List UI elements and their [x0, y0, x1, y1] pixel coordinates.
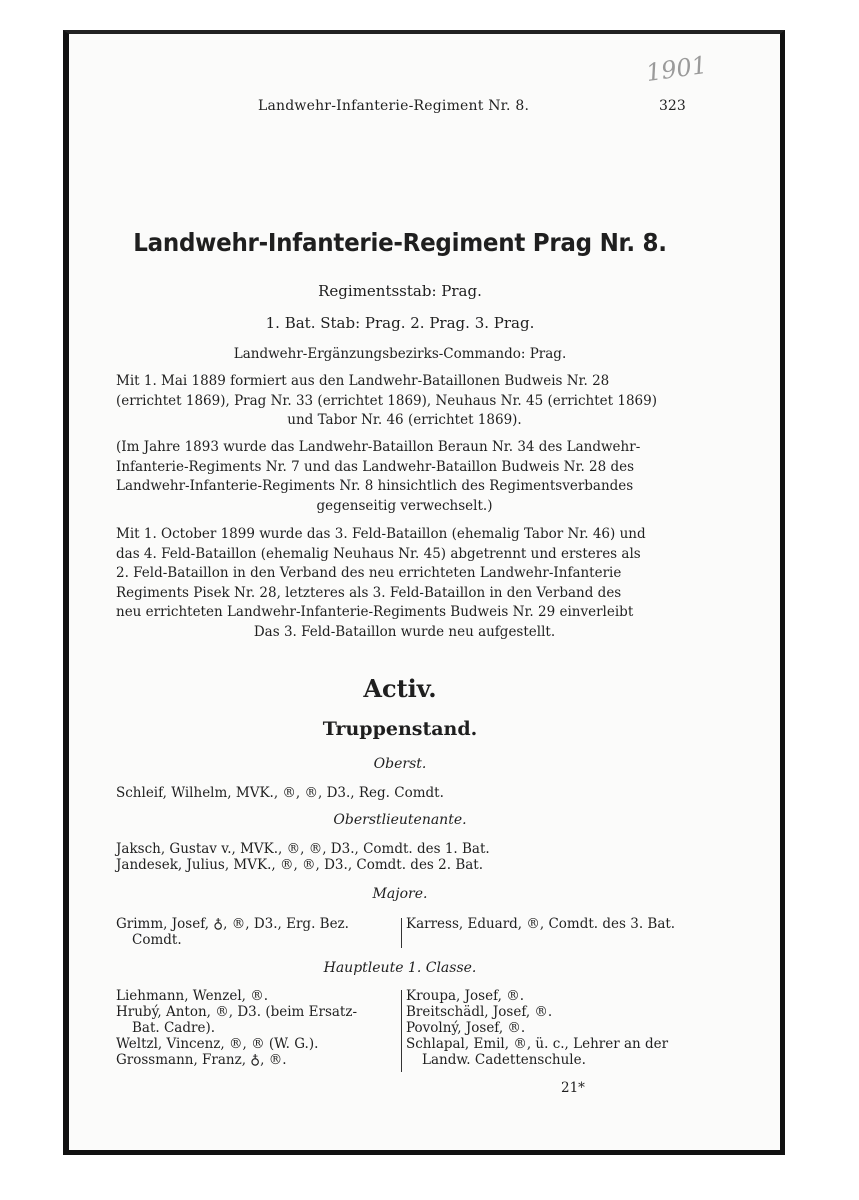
running-head: Landwehr-Infanterie-Regiment Nr. 8. — [258, 98, 530, 114]
roster-entry-major: Grimm, Josef, ♁, ®, D3., Erg. Bez. — [116, 916, 349, 932]
paragraph-line: Landwehr-Infanterie-Regiments Nr. 8 hinsichtlich des Regimentsverbandes — [116, 478, 634, 494]
column-divider — [401, 990, 402, 1072]
roster-entry-major-continued: Comdt. — [132, 932, 182, 948]
paragraph-line: Mit 1. October 1899 wurde das 3. Feld-Bataillon (ehemalig Tabor Nr. 46) und — [116, 526, 646, 542]
section-heading-activ: Activ. — [363, 674, 437, 703]
signature-mark: 21* — [561, 1080, 585, 1096]
roster-entry-hauptmann: Grossmann, Franz, ♁, ®. — [116, 1052, 287, 1068]
roster-entry-hauptmann: Povolný, Josef, ®. — [406, 1020, 526, 1036]
roster-entry-hauptmann: Breitschädl, Josef, ®. — [406, 1004, 553, 1020]
roster-entry-hauptmann: Kroupa, Josef, ®. — [406, 988, 524, 1004]
paragraph-line: Regiments Pisek Nr. 28, letzteres als 3. Feld-Bataillon in den Verband des — [116, 584, 622, 601]
roster-entry-hauptmann: Schlapal, Emil, ®, ü. c., Lehrer an der — [406, 1036, 669, 1052]
roster-entry-continued: Bat. Cadre). — [132, 1020, 215, 1036]
paragraph-line: (errichtet 1869), Prag Nr. 33 (errichtet 1869), Neuhaus Nr. 45 (errichtet 1869) — [116, 392, 657, 409]
paragraph-last-line: gegenseitig verwechselt.) — [316, 497, 493, 514]
roster-entry-oberstlieutenant: Jandesek, Julius, MVK., ®, ®, D3., Comdt. des 2. Bat. — [116, 857, 484, 873]
rank-heading-hauptleute: Hauptleute 1. Classe. — [323, 960, 477, 976]
history-paragraph-3 — [116, 525, 693, 642]
paragraph-last-line: Das 3. Feld-Bataillon wurde neu aufgestellt. — [253, 623, 556, 640]
roster-entry-hauptmann: Liehmann, Wenzel, ®. — [116, 988, 269, 1004]
roster-column-right — [406, 916, 706, 932]
regimentsstab-line: Regimentsstab: Prag. — [318, 282, 482, 300]
roster-entry-oberst: Schleif, Wilhelm, MVK., ®, ®, D3., Reg. Comdt. — [116, 785, 444, 801]
paragraph-line: Mit 1. Mai 1889 formiert aus den Landwehr-Bataillonen Budweis Nr. 28 — [116, 373, 610, 389]
ergaenzungsbezirk-line: Landwehr-Ergänzungsbezirks-Commando: Prag. — [233, 346, 567, 362]
section-heading-truppenstand: Truppenstand. — [322, 718, 478, 740]
battalion-staffs-line: 1. Bat. Stab: Prag. 2. Prag. 3. Prag. — [265, 314, 535, 332]
paragraph-last-line: und Tabor Nr. 46 (errichtet 1869). — [287, 412, 522, 428]
roster-column-left — [116, 916, 402, 948]
page-number: 323 — [659, 98, 686, 114]
column-divider — [401, 918, 402, 948]
roster-entry-major: Karress, Eduard, ®, Comdt. des 3. Bat. — [406, 916, 676, 932]
regiment-title: Landwehr-Infanterie-Regiment Prag Nr. 8. — [133, 228, 667, 257]
roster-column-right — [406, 988, 706, 1068]
rank-heading-oberstlieutenante: Oberstlieutenante. — [333, 812, 467, 828]
paragraph-line: das 4. Feld-Bataillon (ehemalig Neuhaus Nr. 45) abgetrennt und ersteres als — [116, 545, 641, 562]
roster-entry-oberstlieutenant: Jaksch, Gustav v., MVK., ®, ®, D3., Comdt. des 1. Bat. — [116, 841, 490, 857]
paragraph-line: 2. Feld-Bataillon in den Verband des neu errichteten Landwehr-Infanterie — [116, 565, 622, 581]
paragraph-line: neu errichteten Landwehr-Infanterie-Regiments Budweis Nr. 29 einverleibt — [116, 604, 634, 620]
roster-entry-hauptmann: Hrubý, Anton, ®, D3. (beim Ersatz- — [116, 1004, 358, 1020]
hauptleute-roster — [116, 988, 696, 1078]
handwritten-year-note: 1901 — [644, 50, 709, 88]
rank-heading-oberst: Oberst. — [373, 756, 427, 772]
history-paragraph-1 — [116, 372, 693, 431]
rank-heading-majore: Majore. — [372, 886, 428, 902]
history-paragraph-2 — [116, 438, 693, 516]
paragraph-line: (Im Jahre 1893 wurde das Landwehr-Bataillon Beraun Nr. 34 des Landwehr- — [116, 439, 641, 455]
roster-entry-continued: Landw. Cadettenschule. — [422, 1052, 586, 1068]
roster-entry-hauptmann: Weltzl, Vincenz, ®, ® (W. G.). — [116, 1036, 319, 1052]
paragraph-line: Infanterie-Regiments Nr. 7 und das Landwehr-Bataillon Budweis Nr. 28 des — [116, 458, 635, 475]
majore-roster — [116, 916, 696, 956]
roster-column-left — [116, 988, 402, 1068]
